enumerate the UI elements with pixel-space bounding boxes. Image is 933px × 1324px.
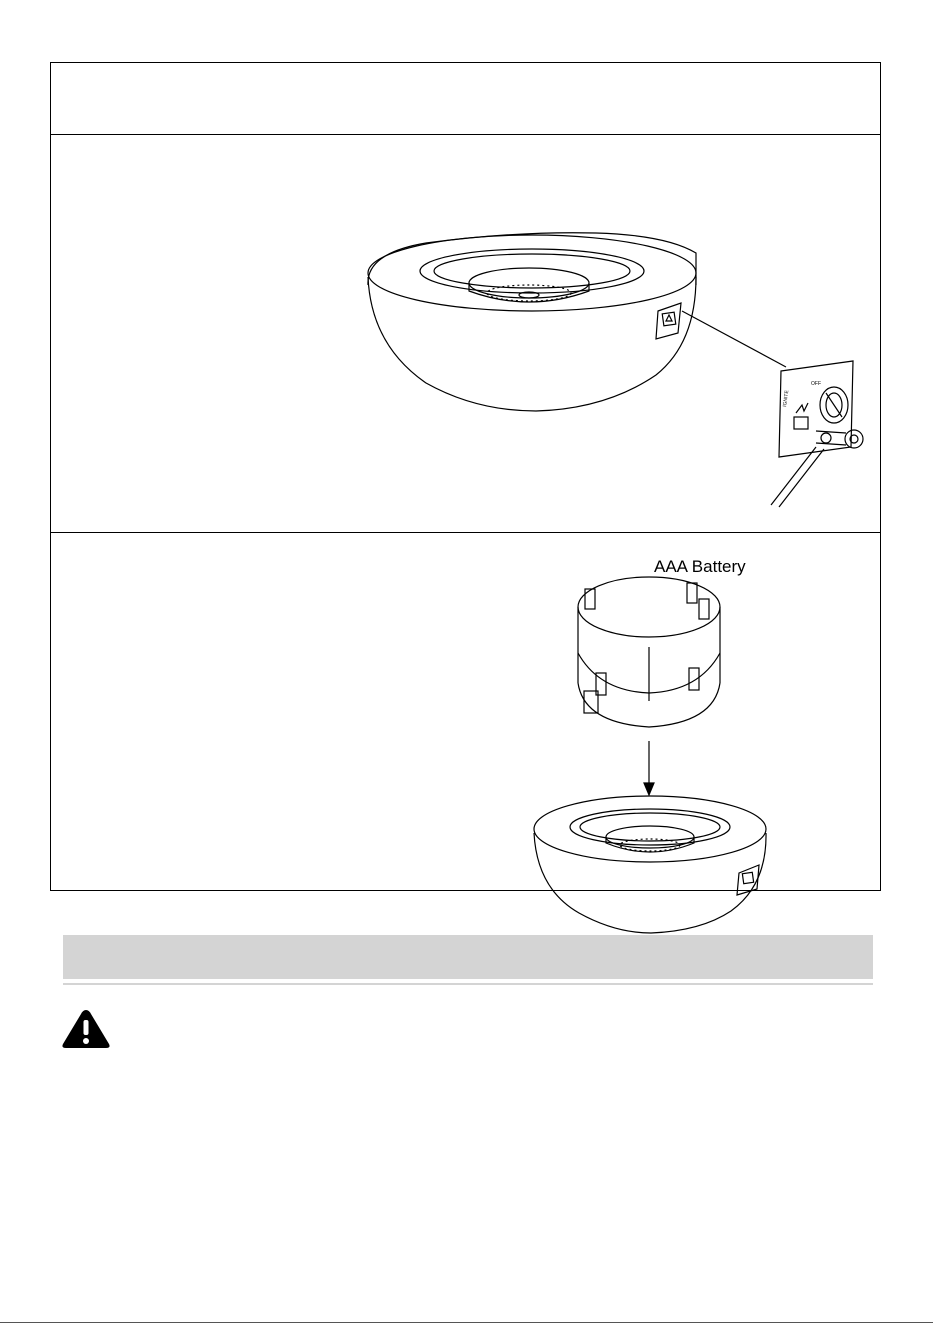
section-heading-bar xyxy=(63,935,873,979)
table-header-row xyxy=(51,63,880,135)
step-row-glass-guard xyxy=(51,533,880,890)
fire-bowl-illustration xyxy=(366,235,836,575)
page-bottom-edge xyxy=(0,1322,933,1323)
step-row-battery xyxy=(51,135,880,576)
svg-text:IGNITE: IGNITE xyxy=(782,389,791,408)
fire-bowl-lower-illustration xyxy=(531,793,771,933)
section-divider xyxy=(63,983,873,985)
svg-text:OFF: OFF xyxy=(811,381,821,387)
battery-callout-label: AAA Battery xyxy=(654,557,746,576)
warning-triangle-icon xyxy=(61,1008,111,1050)
instruction-table xyxy=(50,62,881,891)
